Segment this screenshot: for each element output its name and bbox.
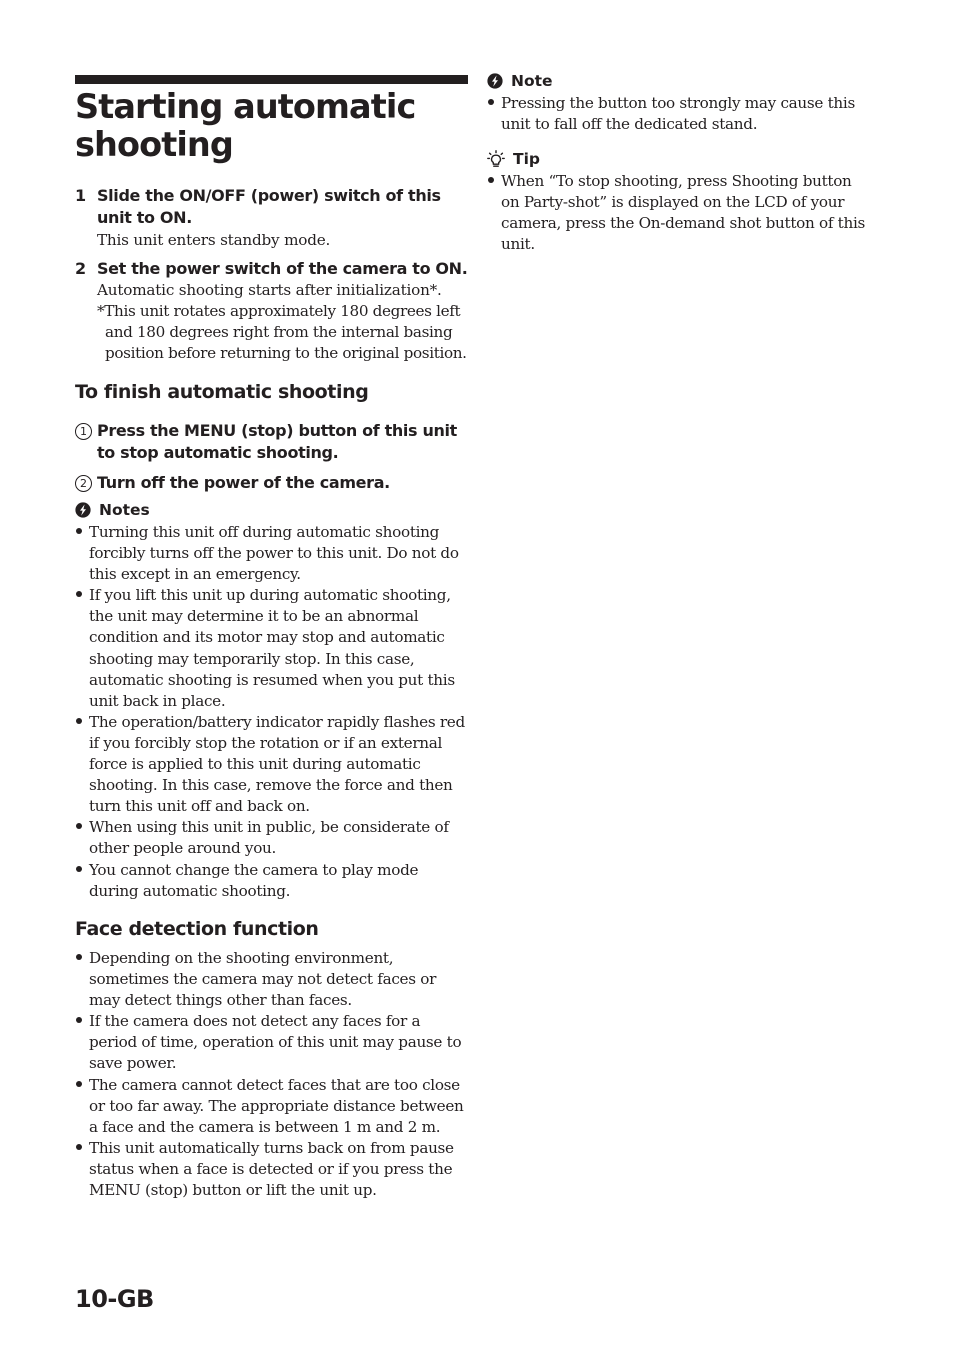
list-item: If the camera does not detect any faces for a period of time, operation of this unit may pause to save power. (75, 1011, 468, 1074)
tip-label (487, 149, 540, 169)
finish-step-1 (75, 420, 468, 464)
step-number: 2 (75, 259, 87, 278)
finish-step-text (97, 420, 468, 464)
step-heading: Set the power switch of the camera to ON. (97, 259, 468, 278)
note-list (487, 93, 867, 135)
bullet-icon (76, 866, 82, 872)
step-heading (97, 185, 468, 229)
step-2 (75, 258, 468, 364)
face-detection-list (75, 948, 468, 1201)
page-title-line-1: Starting automatic (75, 87, 416, 126)
tip-list (487, 171, 867, 255)
bullet-icon (76, 718, 82, 724)
page-title (75, 88, 415, 164)
title-rule (75, 75, 468, 84)
list-item: Depending on the shooting environment, sometimes the camera may not detect faces or may detect things other than faces. (75, 948, 468, 1011)
bullet-icon (76, 954, 82, 960)
page-number: 10-GB (75, 1285, 154, 1313)
step-footnote: *This unit rotates approximately 180 degrees left and 180 degrees right from the internal basing position before returning to the original position. (97, 302, 467, 362)
step-heading-line: Slide the ON/OFF (power) switch of this (97, 186, 441, 205)
list-item: When using this unit in public, be considerate of other people around you. (75, 817, 468, 859)
step-number: 1 (75, 186, 87, 205)
circled-number: 1 (75, 423, 92, 440)
finish-step-line: to stop automatic shooting. (97, 443, 339, 462)
tip-label-text: Tip (513, 150, 540, 168)
note-label (487, 71, 553, 91)
list-item: You cannot change the camera to play mode during automatic shooting. (75, 860, 468, 902)
face-detection-heading: Face detection function (75, 918, 319, 940)
list-item: The operation/battery indicator rapidly flashes red if you forcibly stop the rotation or if an external force is applied to this unit during automatic shooting. In this case, remove the force and then turn this unit off and back on. (75, 712, 468, 817)
list-item: The camera cannot detect faces that are too close or too far away. The appropriate distance between a face and the camera is between 1 m and 2 m. (75, 1075, 468, 1138)
step-body: This unit enters standby mode. (97, 231, 331, 249)
circled-number: 2 (75, 475, 92, 492)
bullet-icon (76, 823, 82, 829)
bullet-icon (76, 1081, 82, 1087)
bullet-icon (76, 528, 82, 534)
bullet-icon (76, 1144, 82, 1150)
step-heading-line: unit to ON. (97, 208, 192, 227)
bullet-icon (76, 1017, 82, 1023)
caution-icon (75, 502, 91, 518)
bullet-icon (488, 99, 494, 105)
notes-label-text: Notes (99, 501, 150, 519)
list-item: If you lift this unit up during automatic shooting, the unit may determine it to be an abnormal condition and its motor may stop and automatic shooting may temporarily stop. In this case, automatic shooting is resumed when you put this unit back in place. (75, 585, 468, 712)
step-1 (75, 185, 468, 251)
bullet-icon (76, 591, 82, 597)
page-title-line-2: shooting (75, 125, 233, 164)
note-label-text: Note (511, 72, 553, 90)
notes-list (75, 522, 468, 902)
notes-label (75, 500, 150, 520)
finish-step-text: Turn off the power of the camera. (97, 473, 390, 492)
step-body: Automatic shooting starts after initialization*. (97, 281, 442, 299)
lightbulb-icon (487, 150, 505, 168)
list-item: Turning this unit off during automatic shooting forcibly turns off the power to this unit. Do not do this except in an emergency. (75, 522, 468, 585)
list-item: This unit automatically turns back on from pause status when a face is detected or if you press the MENU (stop) button or lift the unit up. (75, 1138, 468, 1201)
bullet-icon (488, 177, 494, 183)
finish-step-2 (75, 472, 468, 494)
list-item: Pressing the button too strongly may cause this unit to fall off the dedicated stand. (487, 93, 867, 135)
finish-step-line: Press the MENU (stop) button of this unit (97, 421, 457, 440)
finish-heading: To finish automatic shooting (75, 381, 369, 403)
caution-icon (487, 73, 503, 89)
list-item: When “To stop shooting, press Shooting button on Party-shot” is displayed on the LCD of your camera, press the On-demand shot button of this unit. (487, 171, 867, 255)
